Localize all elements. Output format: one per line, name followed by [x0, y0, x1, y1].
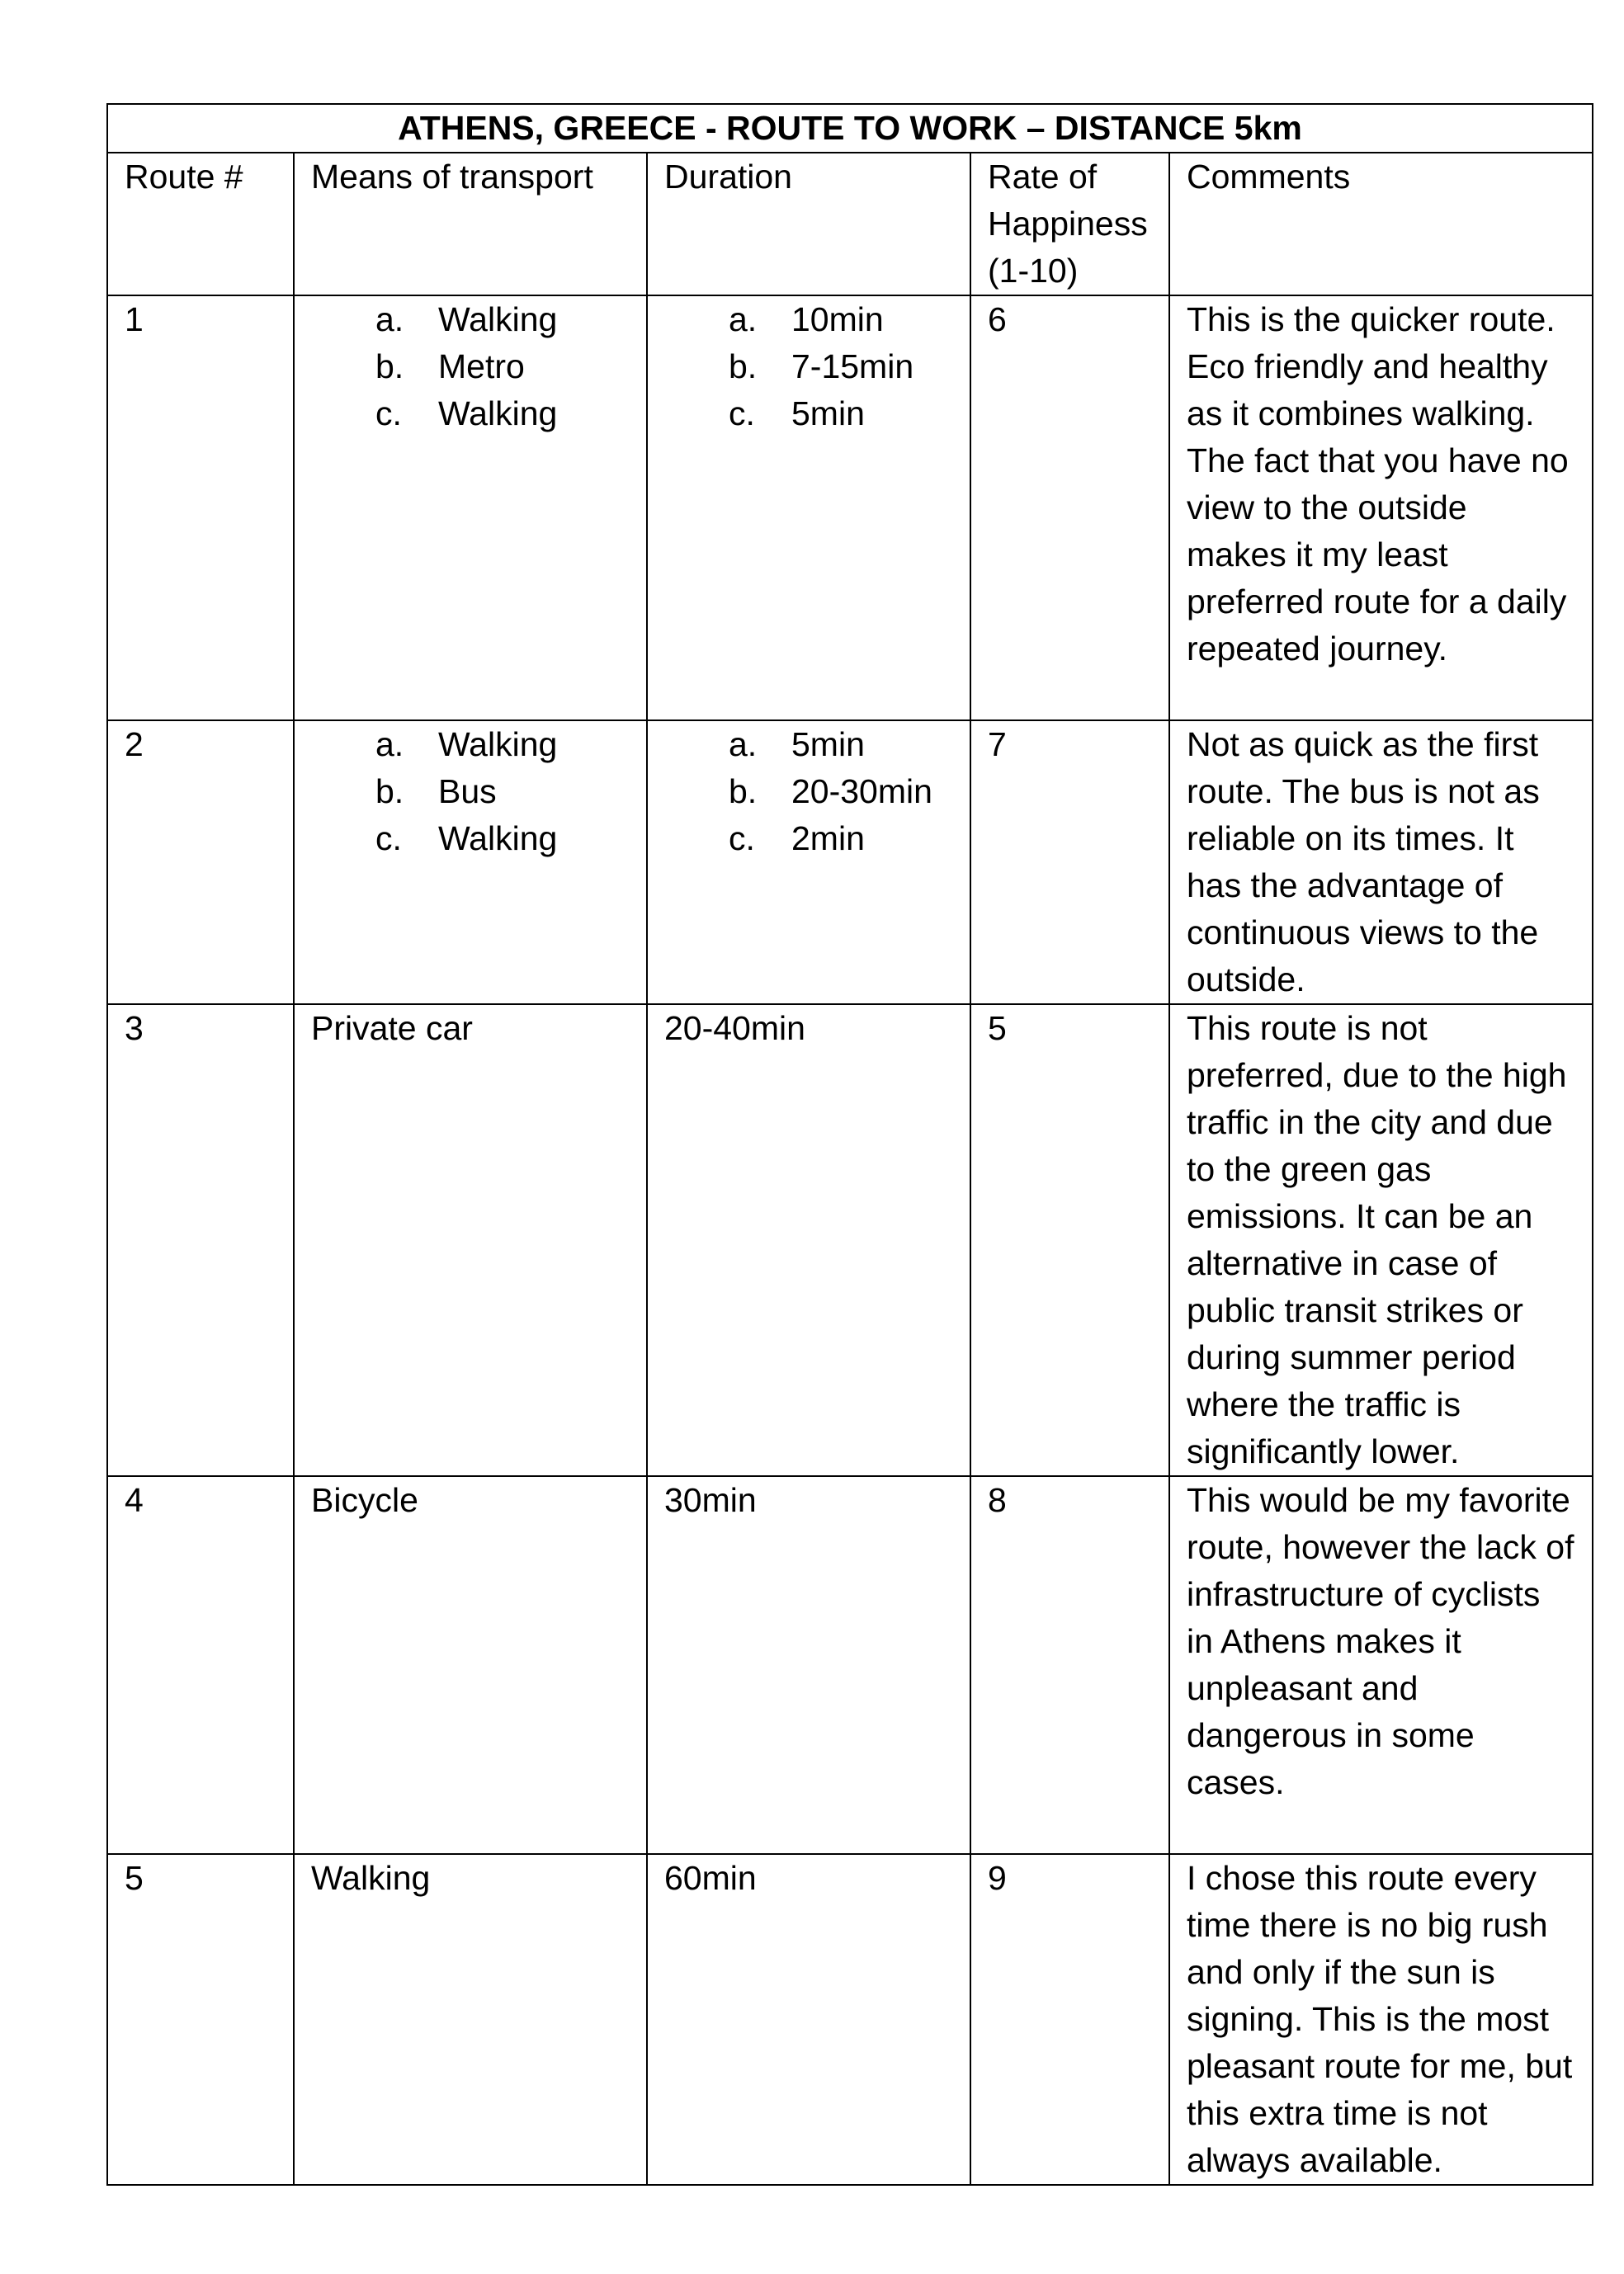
- route-number: 5: [107, 1854, 294, 2185]
- list-text: Walking: [438, 300, 558, 338]
- list-marker: c.: [375, 819, 402, 857]
- header-happiness: Rate of Happiness (1-10): [970, 153, 1169, 295]
- list-item: [729, 390, 953, 437]
- header-route: Route #: [107, 153, 294, 295]
- comment-text: I chose this route every time there is no big rush and only if the sun is signing. This is the most pleasant route for me, but this extra time is not always available.: [1169, 1854, 1593, 2185]
- means-cell: [294, 295, 647, 720]
- list-item: [729, 343, 953, 390]
- comment-text: This is the quicker route. Eco friendly and healthy as it combines walking. The fact that you have no view to the outside makes it my least preferred route for a daily repeated journey.: [1169, 295, 1593, 720]
- comment-text: This route is not preferred, due to the high traffic in the city and due to the green gas emissions. It can be an alternative in case of public transit strikes or during summer period where the traffic is significantly lower.: [1169, 1004, 1593, 1476]
- list-item: [375, 343, 630, 390]
- list-item: [375, 390, 630, 437]
- list-marker: a.: [729, 300, 758, 338]
- means-cell: [294, 720, 647, 1004]
- list-text: Walking: [438, 819, 558, 857]
- table-title: ATHENS, GREECE - ROUTE TO WORK – DISTANCE 5km: [107, 104, 1593, 153]
- list-text: Bus: [438, 772, 497, 810]
- list-text: 2min: [791, 819, 865, 857]
- means-cell: Bicycle: [294, 1476, 647, 1854]
- table-row: [107, 720, 1593, 1004]
- duration-cell: [647, 295, 970, 720]
- list-item: [729, 815, 953, 862]
- duration-list: [664, 296, 953, 437]
- list-marker: a.: [375, 300, 404, 338]
- table-row: [107, 1004, 1593, 1476]
- duration-list: [664, 721, 953, 862]
- duration-cell: 60min: [647, 1854, 970, 2185]
- list-item: [729, 721, 953, 768]
- happiness-rating: 9: [970, 1854, 1169, 2185]
- table-row: [107, 1854, 1593, 2185]
- duration-cell: [647, 720, 970, 1004]
- list-text: 7-15min: [791, 347, 914, 385]
- list-text: 5min: [791, 394, 865, 432]
- list-item: [375, 721, 630, 768]
- table-title-row: [107, 104, 1593, 153]
- header-duration: Duration: [647, 153, 970, 295]
- header-comments: Comments: [1169, 153, 1593, 295]
- route-number: 1: [107, 295, 294, 720]
- list-marker: b.: [729, 347, 758, 385]
- list-text: 5min: [791, 725, 865, 763]
- table-header-row: [107, 153, 1593, 295]
- list-item: [375, 768, 630, 815]
- list-marker: c.: [729, 394, 755, 432]
- list-text: 20-30min: [791, 772, 932, 810]
- comment-text: This would be my favorite route, however the lack of infrastructure of cyclists in Athens makes it unpleasant and dangerous in some cases.: [1169, 1476, 1593, 1854]
- list-marker: c.: [729, 819, 755, 857]
- list-marker: b.: [375, 772, 404, 810]
- list-text: Walking: [438, 394, 558, 432]
- means-list: [311, 296, 630, 437]
- means-cell: Private car: [294, 1004, 647, 1476]
- routes-table: [106, 103, 1593, 2186]
- table-row: [107, 1476, 1593, 1854]
- comment-text: Not as quick as the first route. The bus is not as reliable on its times. It has the advantage of continuous views to the outside.: [1169, 720, 1593, 1004]
- list-text: 10min: [791, 300, 884, 338]
- route-number: 2: [107, 720, 294, 1004]
- list-text: Metro: [438, 347, 525, 385]
- table-row: [107, 295, 1593, 720]
- route-number: 3: [107, 1004, 294, 1476]
- list-marker: b.: [729, 772, 758, 810]
- happiness-rating: 8: [970, 1476, 1169, 1854]
- list-item: [375, 296, 630, 343]
- happiness-rating: 7: [970, 720, 1169, 1004]
- list-marker: a.: [375, 725, 404, 763]
- happiness-rating: 6: [970, 295, 1169, 720]
- list-marker: b.: [375, 347, 404, 385]
- means-list: [311, 721, 630, 862]
- list-item: [729, 296, 953, 343]
- list-item: [729, 768, 953, 815]
- duration-cell: 20-40min: [647, 1004, 970, 1476]
- means-cell: Walking: [294, 1854, 647, 2185]
- header-means: Means of transport: [294, 153, 647, 295]
- list-marker: a.: [729, 725, 758, 763]
- list-text: Walking: [438, 725, 558, 763]
- list-item: [375, 815, 630, 862]
- list-marker: c.: [375, 394, 402, 432]
- duration-cell: 30min: [647, 1476, 970, 1854]
- happiness-rating: 5: [970, 1004, 1169, 1476]
- route-number: 4: [107, 1476, 294, 1854]
